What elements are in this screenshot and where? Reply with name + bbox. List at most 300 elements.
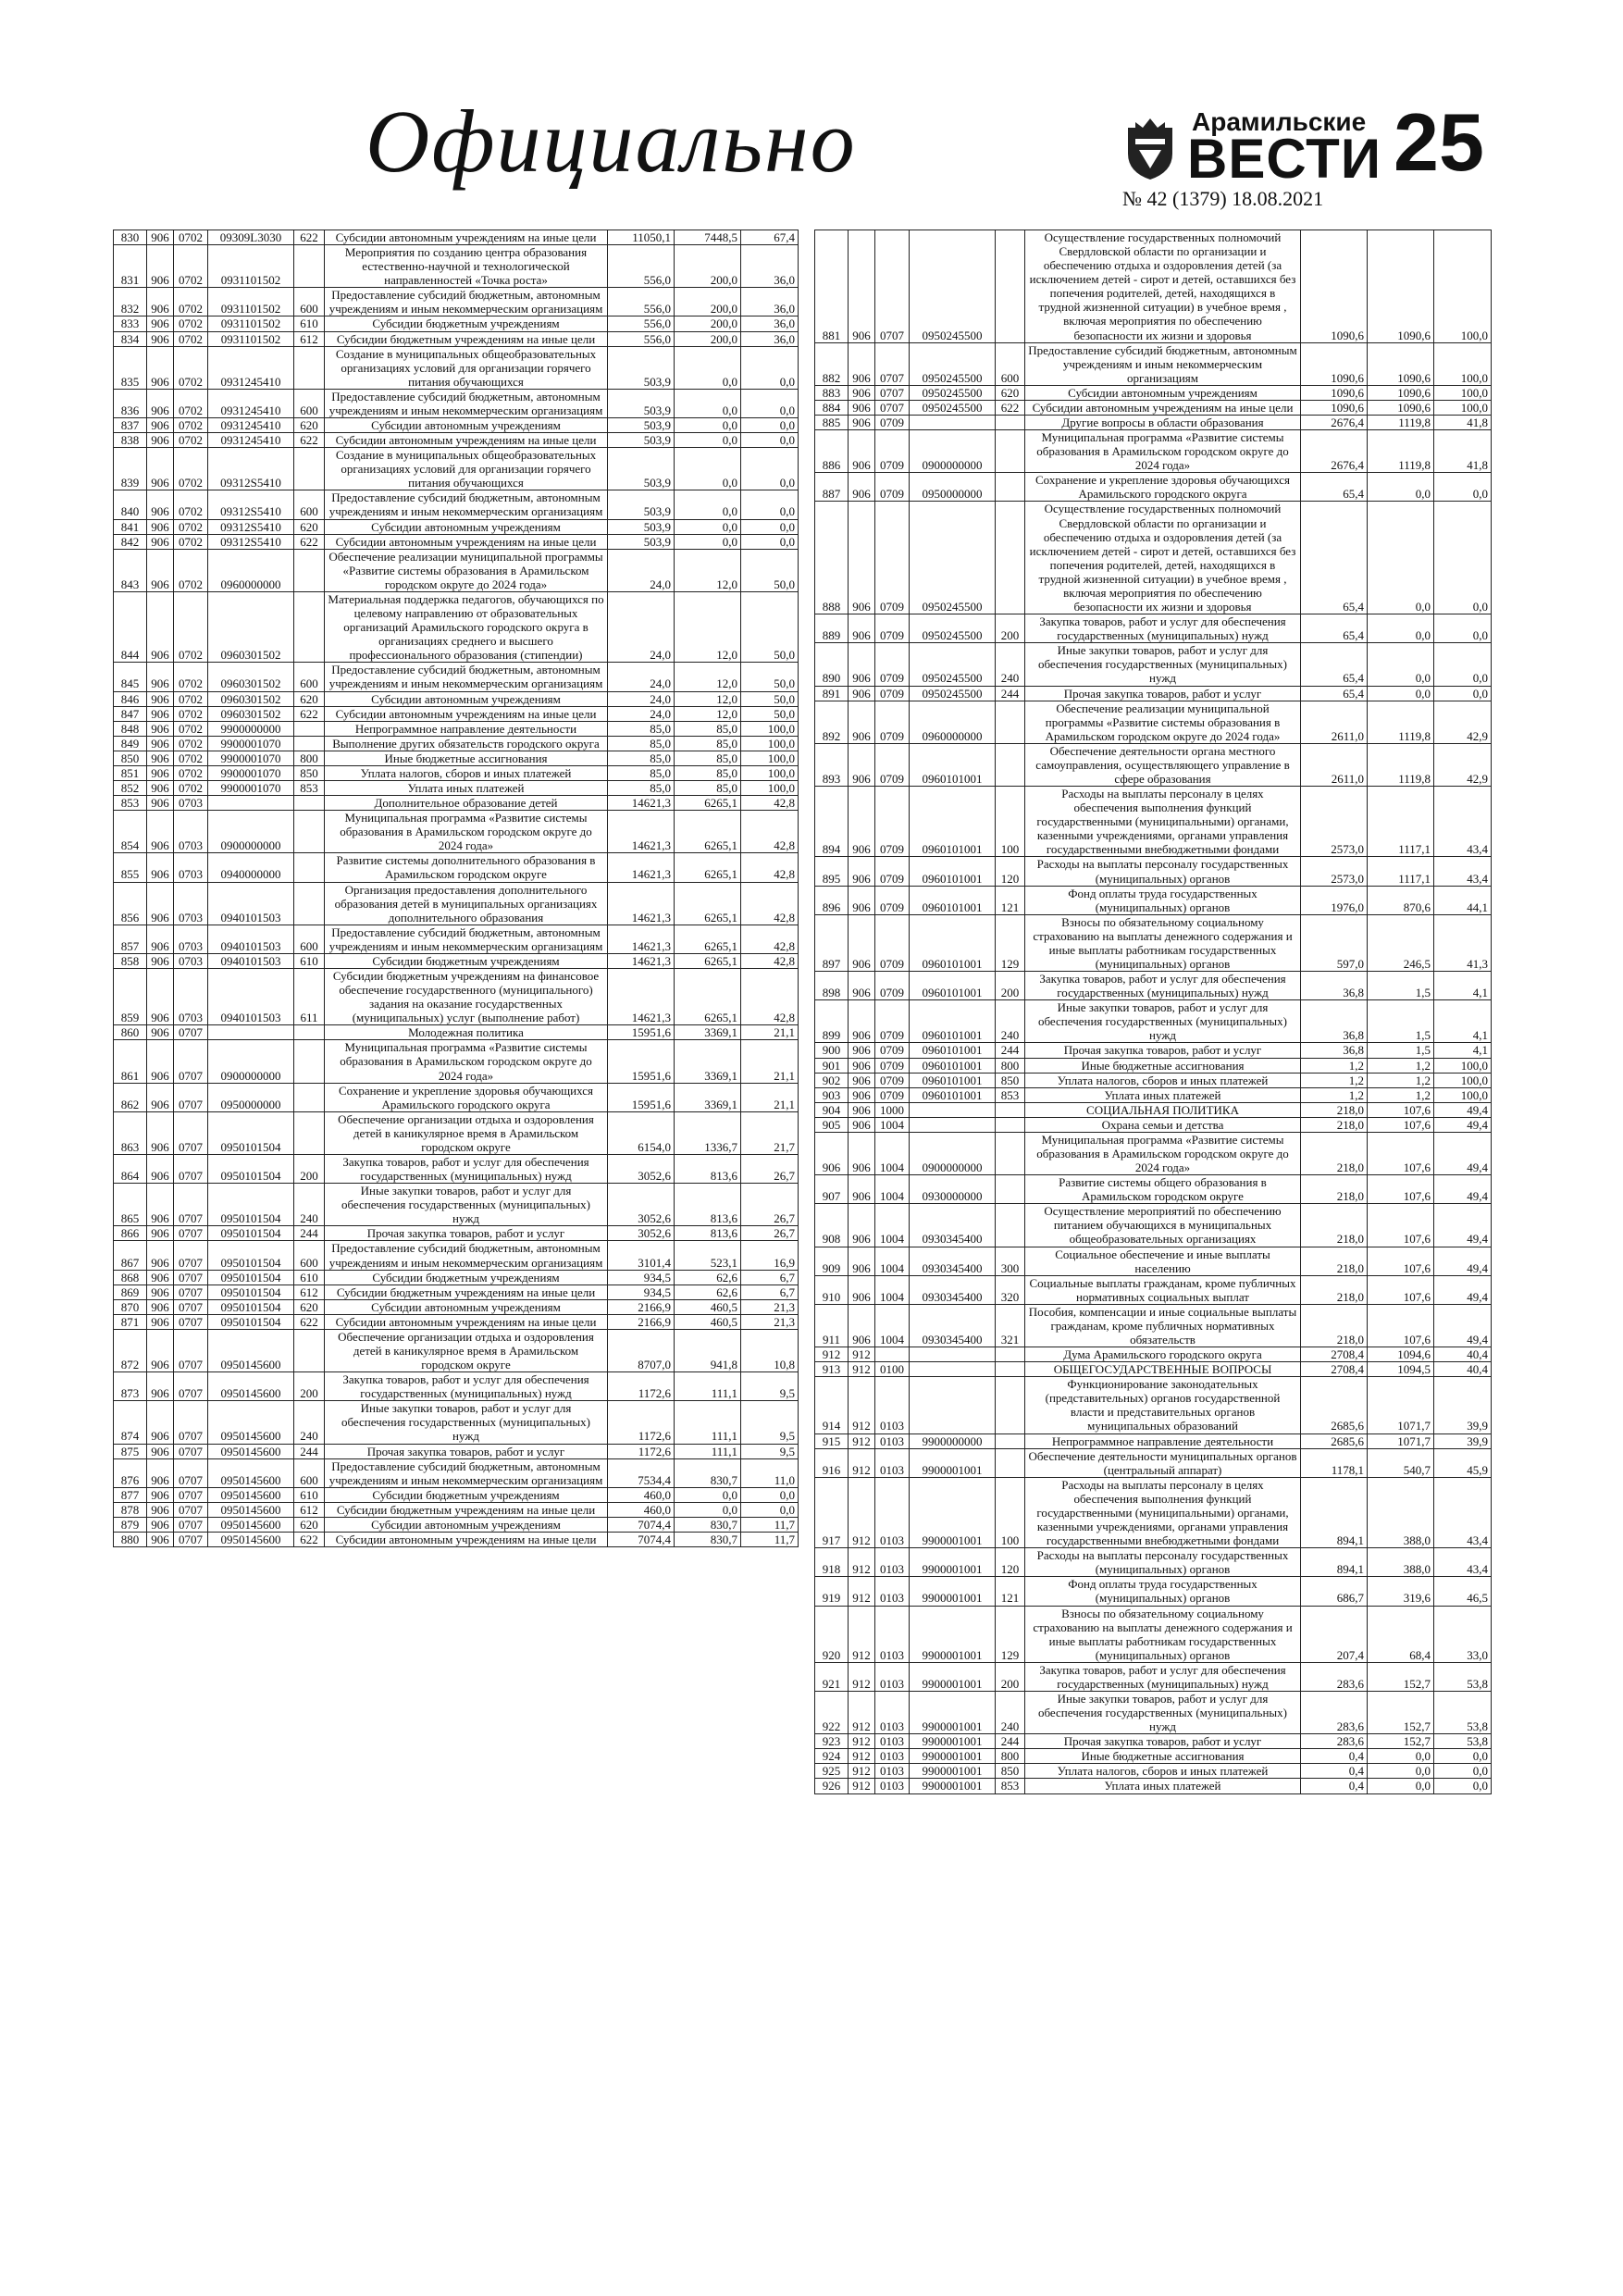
department-cell: 906 [147,1184,174,1226]
table-row [114,1444,799,1458]
target-article-cell: 0960301502 [208,663,294,691]
department-cell: 906 [849,787,875,857]
description-cell: Субсидии автономным учреждениям на иные цели [325,230,608,245]
planned-amount-cell: 460,0 [608,1502,675,1517]
department-cell: 912 [849,1734,875,1749]
percent-cell: 39,9 [1434,1433,1492,1448]
department-cell: 906 [147,1329,174,1371]
description-cell: Предоставление субсидий бюджетным, автономным учреждениям и иным некоммерческим организациям [325,1241,608,1270]
planned-amount-cell: 503,9 [608,433,675,448]
executed-amount-cell: 1117,1 [1368,787,1434,857]
section-cell: 0703 [174,882,208,925]
executed-amount-cell: 200,0 [675,331,741,346]
section-cell: 0707 [174,1487,208,1502]
description-cell: Непрограммное направление деятельности [325,721,608,736]
percent-cell: 50,0 [741,591,799,662]
table-row [815,430,1492,473]
executed-amount-cell: 107,6 [1368,1204,1434,1247]
department-cell: 906 [147,925,174,953]
expense-type-cell: 622 [294,534,325,549]
percent-cell: 49,4 [1434,1132,1492,1174]
expense-type-cell [996,743,1025,786]
description-cell: Субсидии бюджетным учреждениям [325,316,608,331]
expense-type-cell [294,549,325,591]
target-article-cell: 0950145600 [208,1329,294,1371]
target-article-cell: 0960101001 [910,886,996,914]
department-cell: 906 [147,418,174,433]
row-number-cell: 872 [114,1329,147,1371]
section-cell: 0702 [174,591,208,662]
target-article-cell: 9900001001 [910,1548,996,1577]
description-cell: Предоставление субсидий бюджетным, автономным учреждениям и иным некоммерческим организациям [325,663,608,691]
row-number-cell: 856 [114,882,147,925]
expense-type-cell: 800 [996,1749,1025,1764]
percent-cell: 0,0 [1434,614,1492,643]
expense-type-cell: 612 [294,1502,325,1517]
row-number-cell: 877 [114,1487,147,1502]
description-cell: Иные бюджетные ассигнования [1025,1749,1301,1764]
row-number-cell: 899 [815,1000,849,1043]
percent-cell: 0,0 [1434,473,1492,502]
section-cell: 0702 [174,245,208,288]
expense-type-cell [294,853,325,882]
percent-cell: 11,7 [741,1533,799,1547]
department-cell: 906 [147,1458,174,1487]
table-row [815,614,1492,643]
target-article-cell: 0931101502 [208,288,294,316]
planned-amount-cell: 14621,3 [608,968,675,1024]
executed-amount-cell: 540,7 [1368,1448,1434,1477]
executed-amount-cell: 1090,6 [1368,400,1434,415]
row-number-cell: 923 [815,1734,849,1749]
section-cell: 0103 [875,1606,910,1662]
target-article-cell: 9900001070 [208,765,294,780]
table-row [815,1377,1492,1433]
target-article-cell: 0950000000 [910,473,996,502]
percent-cell: 0,0 [741,519,799,534]
executed-amount-cell: 152,7 [1368,1734,1434,1749]
section-cell: 0103 [875,1577,910,1606]
description-cell: Муниципальная программа «Развитие системы образования в Арамильском городском округе до 2024 года» [325,1040,608,1083]
section-cell: 0709 [875,614,910,643]
executed-amount-cell: 107,6 [1368,1132,1434,1174]
percent-cell: 49,4 [1434,1102,1492,1117]
department-cell: 906 [147,780,174,795]
percent-cell: 49,4 [1434,1175,1492,1204]
target-article-cell: 9900001001 [910,1691,996,1733]
table-row [114,316,799,331]
target-article-cell: 0950101504 [208,1111,294,1154]
percent-cell: 40,4 [1434,1347,1492,1362]
section-cell: 0707 [174,1270,208,1285]
expense-type-cell: 600 [294,288,325,316]
table-row [815,1779,1492,1793]
planned-amount-cell: 65,4 [1301,502,1368,614]
section-cell: 1004 [875,1117,910,1132]
page-number: 25 [1394,96,1484,188]
percent-cell: 21,1 [741,1025,799,1040]
table-row [815,1662,1492,1691]
percent-cell: 0,0 [741,534,799,549]
expense-type-cell: 853 [294,780,325,795]
department-cell: 906 [147,1025,174,1040]
description-cell: Прочая закупка товаров, работ и услуг [1025,1043,1301,1058]
row-number-cell: 838 [114,433,147,448]
table-row [815,416,1492,430]
description-cell: Дума Арамильского городского округа [1025,1347,1301,1362]
percent-cell: 41,8 [1434,416,1492,430]
department-cell: 912 [849,1691,875,1733]
row-number-cell: 912 [815,1347,849,1362]
executed-amount-cell: 1090,6 [1368,230,1434,343]
target-article-cell: 9900001001 [910,1734,996,1749]
section-cell: 0702 [174,230,208,245]
planned-amount-cell: 503,9 [608,534,675,549]
description-cell: Организация предоставления дополнительного образования детей в муниципальных организациях дополнительного образования [325,882,608,925]
row-number-cell: 909 [815,1247,849,1275]
target-article-cell: 0950101504 [208,1299,294,1314]
row-number-cell: 905 [815,1117,849,1132]
expense-type-cell: 240 [996,643,1025,686]
section-cell: 0709 [875,1087,910,1102]
planned-amount-cell: 3052,6 [608,1155,675,1184]
planned-amount-cell: 218,0 [1301,1175,1368,1204]
planned-amount-cell: 894,1 [1301,1477,1368,1547]
section-cell: 0702 [174,490,208,519]
planned-amount-cell: 2611,0 [1301,701,1368,743]
table-row [114,1241,799,1270]
percent-cell: 6,7 [741,1270,799,1285]
department-cell: 912 [849,1347,875,1362]
table-row [114,968,799,1024]
description-cell: Субсидии бюджетным учреждениям [325,953,608,968]
target-article-cell: 0950000000 [208,1083,294,1111]
table-row [815,1247,1492,1275]
description-cell: Расходы на выплаты персоналу в целях обеспечения выполнения функций государственными (муниципальными) органами, казенными учреждениями, органами управления государственными внебюджетными фондами [1025,1477,1301,1547]
expense-type-cell [996,1175,1025,1204]
target-article-cell: 9900001070 [208,780,294,795]
executed-amount-cell: 107,6 [1368,1175,1434,1204]
table-row [815,1734,1492,1749]
executed-amount-cell: 0,0 [675,389,741,417]
row-number-cell: 849 [114,736,147,751]
planned-amount-cell: 65,4 [1301,686,1368,701]
description-cell: Закупка товаров, работ и услуг для обеспечения государственных (муниципальных) нужд [325,1372,608,1401]
planned-amount-cell: 36,8 [1301,972,1368,1000]
expense-type-cell: 240 [294,1401,325,1444]
department-cell: 906 [849,430,875,473]
section-cell: 0707 [174,1025,208,1040]
target-article-cell [910,1377,996,1433]
description-cell: Дополнительное образование детей [325,796,608,811]
row-number-cell: 832 [114,288,147,316]
percent-cell: 16,9 [741,1241,799,1270]
description-cell: Субсидии автономным учреждениям на иные цели [325,534,608,549]
target-article-cell: 09312S5410 [208,534,294,549]
planned-amount-cell: 2573,0 [1301,857,1368,886]
table-row [114,1111,799,1154]
section-cell: 0707 [174,1401,208,1444]
description-cell: Субсидии автономным учреждениям [1025,385,1301,400]
section-cell: 0100 [875,1362,910,1377]
row-number-cell: 847 [114,706,147,721]
row-number-cell: 835 [114,346,147,389]
description-cell: Уплата иных платежей [1025,1087,1301,1102]
row-number-cell: 864 [114,1155,147,1184]
target-article-cell: 09312S5410 [208,490,294,519]
table-row [114,534,799,549]
table-row [815,1175,1492,1204]
right-column [814,230,1491,1794]
target-article-cell: 09309L3030 [208,230,294,245]
table-row [114,1517,799,1532]
executed-amount-cell: 107,6 [1368,1275,1434,1304]
row-number-cell: 871 [114,1314,147,1329]
department-cell: 906 [147,811,174,853]
percent-cell: 49,4 [1434,1117,1492,1132]
row-number-cell: 831 [114,245,147,288]
table-row [114,230,799,245]
planned-amount-cell: 85,0 [608,751,675,765]
planned-amount-cell: 14621,3 [608,925,675,953]
percent-cell: 45,9 [1434,1448,1492,1477]
planned-amount-cell: 460,0 [608,1487,675,1502]
executed-amount-cell: 813,6 [675,1155,741,1184]
planned-amount-cell: 503,9 [608,448,675,490]
description-cell: Обеспечение организации отдыха и оздоровления детей в каникулярное время в Арамильском городском округе [325,1111,608,1154]
row-number-cell: 863 [114,1111,147,1154]
target-article-cell: 0931245410 [208,418,294,433]
table-row [114,882,799,925]
table-row [815,686,1492,701]
row-number-cell: 917 [815,1477,849,1547]
executed-amount-cell: 1119,8 [1368,701,1434,743]
department-cell: 906 [147,389,174,417]
department-cell: 906 [147,346,174,389]
planned-amount-cell: 2708,4 [1301,1362,1368,1377]
row-number-cell: 897 [815,914,849,971]
expense-type-cell: 244 [996,1043,1025,1058]
department-cell: 906 [147,721,174,736]
description-cell: Субсидии автономным учреждениям [325,1299,608,1314]
expense-type-cell: 200 [294,1155,325,1184]
table-row [114,1487,799,1502]
description-cell: Другие вопросы в области образования [1025,416,1301,430]
percent-cell: 46,5 [1434,1577,1492,1606]
table-row [114,1372,799,1401]
section-cell: 0702 [174,549,208,591]
section-cell: 0702 [174,346,208,389]
executed-amount-cell: 319,6 [1368,1577,1434,1606]
target-article-cell: 9900001001 [910,1606,996,1662]
expense-type-cell [996,1102,1025,1117]
description-cell: Предоставление субсидий бюджетным, автономным учреждениям и иным некоммерческим организациям [325,288,608,316]
percent-cell: 0,0 [741,418,799,433]
percent-cell: 36,0 [741,316,799,331]
description-cell: Иные закупки товаров, работ и услуг для обеспечения государственных (муниципальных) нужд [1025,1000,1301,1043]
department-cell: 906 [147,691,174,706]
percent-cell: 10,8 [741,1329,799,1371]
executed-amount-cell: 0,0 [675,448,741,490]
percent-cell: 0,0 [1434,643,1492,686]
executed-amount-cell: 200,0 [675,288,741,316]
percent-cell: 100,0 [741,736,799,751]
expense-type-cell [294,448,325,490]
executed-amount-cell: 830,7 [675,1458,741,1487]
executed-amount-cell: 523,1 [675,1241,741,1270]
description-cell: Субсидии автономным учреждениям на иные цели [1025,400,1301,415]
row-number-cell: 848 [114,721,147,736]
department-cell: 906 [849,1117,875,1132]
target-article-cell: 9900001001 [910,1448,996,1477]
description-cell: Сохранение и укрепление здоровья обучающихся Арамильского городского округа [1025,473,1301,502]
percent-cell: 26,7 [741,1184,799,1226]
planned-amount-cell: 283,6 [1301,1662,1368,1691]
percent-cell: 43,4 [1434,1548,1492,1577]
planned-amount-cell: 218,0 [1301,1132,1368,1174]
table-row [815,1691,1492,1733]
executed-amount-cell: 6265,1 [675,811,741,853]
target-article-cell: 0960301502 [208,591,294,662]
department-cell: 906 [849,643,875,686]
expense-type-cell: 622 [996,400,1025,415]
target-article-cell: 0950245500 [910,230,996,343]
table-row [815,914,1492,971]
section-cell: 0702 [174,736,208,751]
percent-cell: 100,0 [1434,385,1492,400]
table-row [114,418,799,433]
description-cell: Иные закупки товаров, работ и услуг для обеспечения государственных (муниципальных) нужд [1025,643,1301,686]
description-cell: Функционирование законодательных (представительных) органов государственной власти и представительных органов муниципальных образований [1025,1377,1301,1433]
description-cell: Развитие системы общего образования в Арамильском городском округе [1025,1175,1301,1204]
expense-type-cell: 620 [294,691,325,706]
planned-amount-cell: 934,5 [608,1270,675,1285]
expense-type-cell [996,1377,1025,1433]
description-cell: Закупка товаров, работ и услуг для обеспечения государственных (муниципальных) нужд [1025,1662,1301,1691]
section-cell: 0103 [875,1734,910,1749]
section-cell: 1004 [875,1175,910,1204]
percent-cell: 100,0 [741,721,799,736]
description-cell: Создание в муниципальных общеобразовательных организациях условий для организации горячего питания обучающихся [325,346,608,389]
planned-amount-cell: 36,8 [1301,1043,1368,1058]
target-article-cell: 0950101504 [208,1270,294,1285]
executed-amount-cell: 1,2 [1368,1058,1434,1073]
planned-amount-cell: 1090,6 [1301,230,1368,343]
percent-cell: 0,0 [741,433,799,448]
expense-type-cell [996,1347,1025,1362]
table-row [114,448,799,490]
section-cell: 0707 [174,1241,208,1270]
section-cell: 0702 [174,389,208,417]
percent-cell: 26,7 [741,1226,799,1241]
row-number-cell: 866 [114,1226,147,1241]
target-article-cell: 0940101503 [208,953,294,968]
expense-type-cell [294,1111,325,1154]
planned-amount-cell: 2676,4 [1301,416,1368,430]
department-cell: 906 [147,1226,174,1241]
planned-amount-cell: 0,4 [1301,1749,1368,1764]
expense-type-cell: 100 [996,1477,1025,1547]
target-article-cell: 09312S5410 [208,448,294,490]
target-article-cell: 0930000000 [910,1175,996,1204]
percent-cell: 0,0 [1434,686,1492,701]
department-cell: 906 [147,882,174,925]
executed-amount-cell: 6265,1 [675,925,741,953]
coat-of-arms-icon [1122,117,1178,181]
table-row [114,721,799,736]
percent-cell: 42,8 [741,882,799,925]
description-cell: Расходы на выплаты персоналу в целях обеспечения выполнения функций государственными (муниципальными) органами, казенными учреждениями, органами управления государственными внебюджетными фондами [1025,787,1301,857]
expense-type-cell [294,1329,325,1371]
department-cell: 906 [849,686,875,701]
description-cell: Прочая закупка товаров, работ и услуг [325,1226,608,1241]
planned-amount-cell: 15951,6 [608,1025,675,1040]
table-row [114,691,799,706]
description-cell: Выполнение других обязательств городского округа [325,736,608,751]
target-article-cell: 0960101001 [910,914,996,971]
planned-amount-cell: 3101,4 [608,1241,675,1270]
table-row [114,288,799,316]
executed-amount-cell: 6265,1 [675,853,741,882]
department-cell: 906 [849,1175,875,1204]
department-cell: 906 [147,1270,174,1285]
expense-type-cell [996,1204,1025,1247]
department-cell: 906 [147,331,174,346]
description-cell: Субсидии бюджетным учреждениям на иные цели [325,331,608,346]
executed-amount-cell: 0,0 [675,519,741,534]
target-article-cell: 0950101504 [208,1155,294,1184]
table-row [114,331,799,346]
executed-amount-cell: 0,0 [1368,614,1434,643]
newspaper-brand [1122,104,1381,210]
row-number-cell: 833 [114,316,147,331]
expense-type-cell: 600 [294,663,325,691]
table-row [114,490,799,519]
executed-amount-cell: 1,5 [1368,972,1434,1000]
target-article-cell: 0960301502 [208,706,294,721]
section-cell [875,1347,910,1362]
table-row [114,765,799,780]
department-cell: 906 [849,857,875,886]
executed-amount-cell: 830,7 [675,1517,741,1532]
executed-amount-cell: 246,5 [1368,914,1434,971]
description-cell: Субсидии автономным учреждениям [325,691,608,706]
section-cell: 0702 [174,331,208,346]
row-number-cell: 874 [114,1401,147,1444]
expense-type-cell: 600 [996,342,1025,385]
executed-amount-cell: 0,0 [1368,502,1434,614]
row-number-cell: 904 [815,1102,849,1117]
table-row [815,1304,1492,1347]
table-row [114,853,799,882]
percent-cell: 0,0 [1434,1779,1492,1793]
section-cell: 0707 [174,1329,208,1371]
row-number-cell: 893 [815,743,849,786]
department-cell: 906 [147,433,174,448]
executed-amount-cell: 0,0 [1368,1779,1434,1793]
section-cell: 0707 [174,1111,208,1154]
target-article-cell: 0950145600 [208,1401,294,1444]
target-article-cell: 0960000000 [208,549,294,591]
expense-type-cell: 200 [996,1662,1025,1691]
percent-cell: 33,0 [1434,1606,1492,1662]
table-row [114,796,799,811]
executed-amount-cell: 0,0 [675,346,741,389]
planned-amount-cell: 686,7 [1301,1577,1368,1606]
row-number-cell: 855 [114,853,147,882]
description-cell: Субсидии бюджетным учреждениям на иные цели [325,1285,608,1299]
planned-amount-cell: 218,0 [1301,1102,1368,1117]
